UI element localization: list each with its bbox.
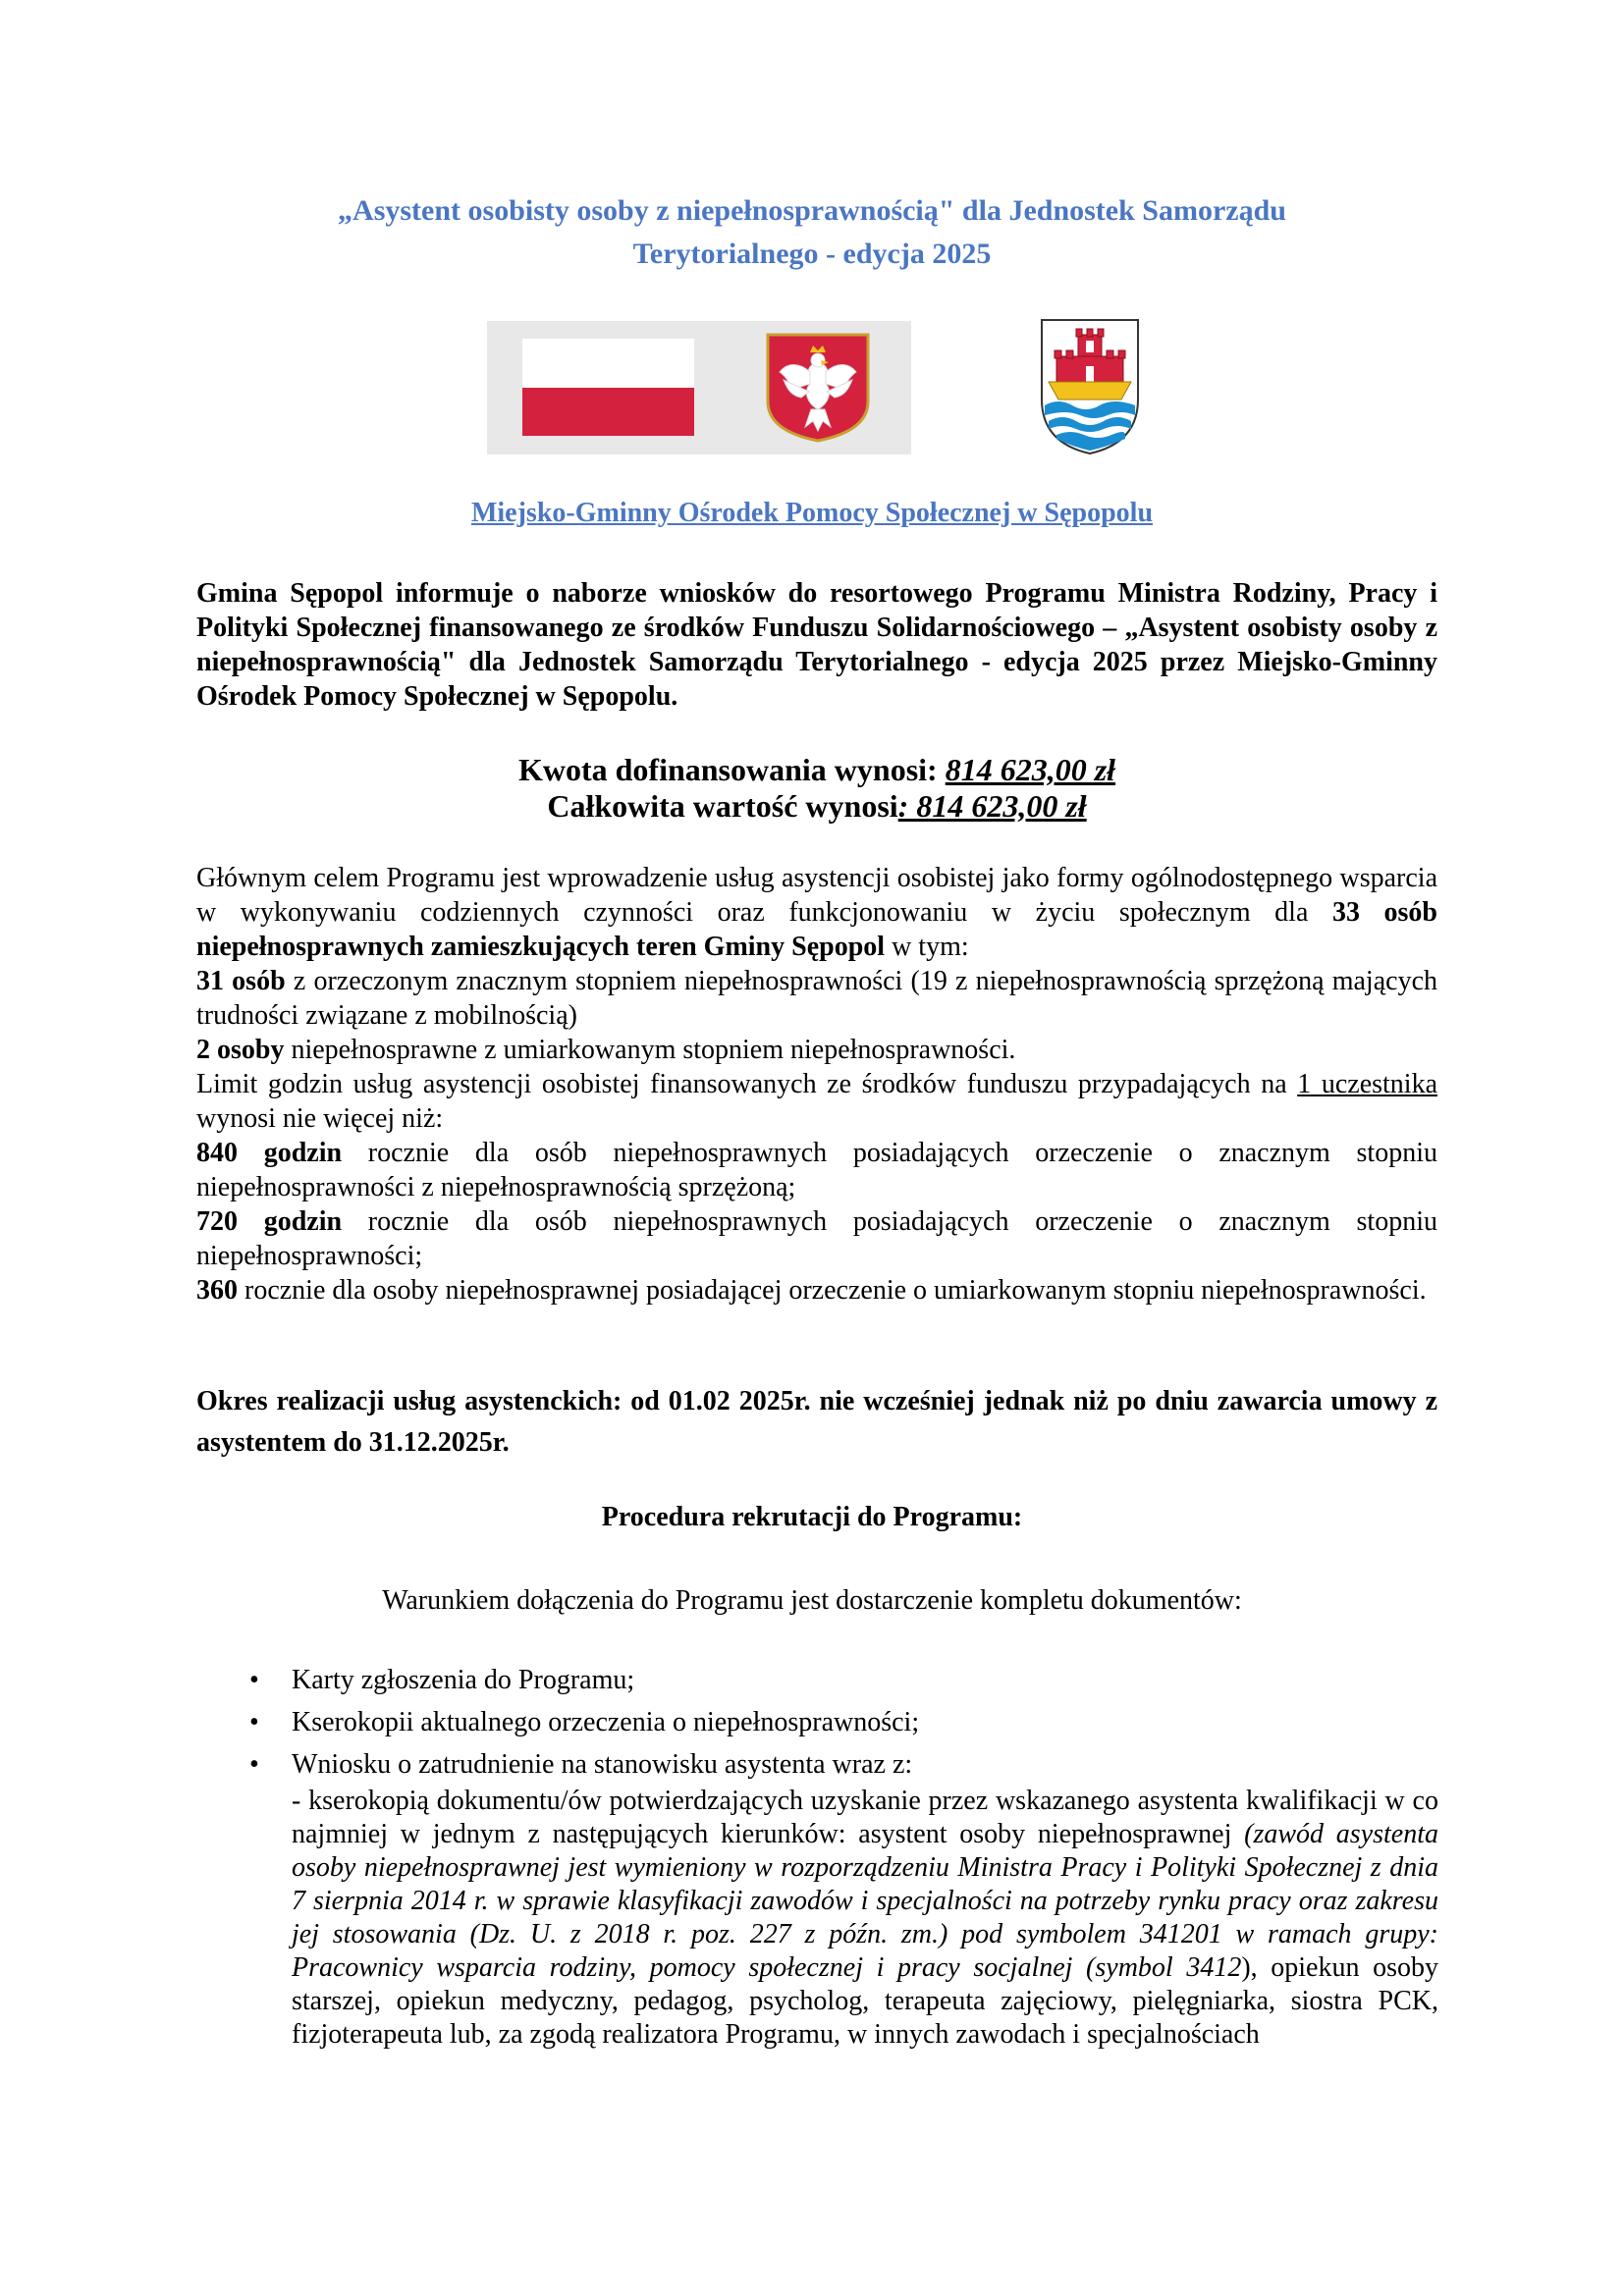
list-item: • Karty zgłoszenia do Programu; bbox=[249, 1665, 635, 1695]
document-title bbox=[196, 189, 1428, 276]
realization-period: Okres realizacji usług asystenckich: od 01.02 2025r. nie wcześniej jednak niż po dniu zawarcia umowy z asystentem do 31.12.2025r. bbox=[196, 1386, 1437, 1458]
total-value-label: Całkowita wartość wynosi bbox=[547, 788, 898, 824]
sepopol-coat-of-arms-icon bbox=[1039, 317, 1141, 456]
condition-text: Warunkiem dołączenia do Programu jest dostarczenie kompletu dokumentów: bbox=[382, 1585, 1242, 1616]
hours-360-paragraph: 360 rocznie dla osoby niepełnosprawnej posiadającej orzeczenie o umiarkowanym stopniu niepełnosprawności. bbox=[196, 1275, 1427, 1306]
group-31-paragraph: 31 osób z orzeczonym znacznym stopniem niepełnosprawności (19 z niepełnosprawnością sprzężoną mających trudności związane z mobilnością) bbox=[196, 966, 1437, 1031]
total-value bbox=[196, 788, 1437, 825]
hours-720-paragraph: 720 godzin rocznie dla osób niepełnosprawnych posiadających orzeczenie o znacznym stopniu niepełnosprawności; bbox=[196, 1206, 1437, 1271]
goal-paragraph: Głównym celem Programu jest wprowadzenie usług asystencji osobistej jako formy ogólnodostępnego wsparcia w wykonywaniu codziennych czynności oraz funkcjonowaniu w życiu społecznym dla 33 osób niepełnosprawnych zamieszkujących teren Gminy Sępopol w tym: bbox=[196, 863, 1438, 962]
hours-840-paragraph: 840 godzin rocznie dla osób niepełnosprawnych posiadających orzeczenie o znacznym stopniu niepełnosprawności z niepełnosprawnością sprzężoną; bbox=[196, 1138, 1437, 1202]
national-symbols-banner bbox=[487, 321, 911, 454]
bullet-icon: • bbox=[249, 1749, 259, 1780]
total-value-value: : 814 623,00 zł bbox=[897, 788, 1087, 824]
polish-flag-icon bbox=[522, 339, 694, 436]
bullet-icon: • bbox=[249, 1707, 259, 1737]
polish-eagle-emblem-icon bbox=[764, 333, 872, 443]
documents-list bbox=[249, 1663, 1437, 1789]
program-description bbox=[196, 861, 1437, 1308]
list-item: • Kserokopii aktualnego orzeczenia o niepełnosprawności; bbox=[249, 1707, 920, 1737]
funding-amount bbox=[196, 752, 1437, 788]
title-line-2: Terytorialnego - edycja 2025 bbox=[632, 238, 992, 270]
funding-amount-value: 814 623,00 zł bbox=[945, 752, 1116, 787]
organization-name: Miejsko-Gminny Ośrodek Pomocy Społecznej w Sępopolu bbox=[470, 498, 1154, 528]
title-line-1: „Asystent osobisty osoby z niepełnosprawnością" dla Jednostek Samorządu bbox=[338, 194, 1286, 227]
group-2-paragraph: 2 osoby niepełnosprawne z umiarkowanym stopniem niepełnosprawności. bbox=[196, 1035, 1016, 1065]
list-item: • Wniosku o zatrudnienie na stanowisku asystenta wraz z: bbox=[249, 1749, 913, 1780]
procedure-heading: Procedura rekrutacji do Programu: bbox=[601, 1502, 1023, 1532]
qualifications-paragraph: - kserokopią dokumentu/ów potwierdzających uzyskanie przez wskazanego asystenta kwalifikacji w co najmniej w jednym z następujących kierunków: asystent osoby niepełnosprawnej (zawód asystenta osoby niepełnosprawnej jest wymieniony w rozporządzeniu Ministra Pracy i Polityki Społecznej z dnia 7 sierpnia 2014 r. w sprawie klasyfikacji zawodów i specjalności na potrzeby rynku pracy oraz zakresu jej stosowania (Dz. U. z 2018 r. poz. 227 z późn. zm.) pod symbolem 341201 w ramach grupy: Pracownicy wsparcia rodziny, pomocy społecznej i pracy socjalnej (symbol 3412), opiekun osoby starszej, opiekun medyczny, pedagog, psycholog, terapeuta zajęciowy, pielęgniarka, siostra PCK, fizjoterapeuta lub, za zgodą realizatora Programu, w innych zawodach i specjalnościach bbox=[292, 1786, 1439, 2050]
bullet-icon: • bbox=[249, 1665, 259, 1695]
intro-paragraph: Gmina Sępopol informuje o naborze wniosków do resortowego Programu Ministra Rodziny, Pracy i Polityki Społecznej finansowanego ze środków Funduszu Solidarnościowego – „Asystent osobisty osoby z niepełnosprawnością" dla Jednostek Samorządu Terytorialnego - edycja 2025 przez Miejsko-Gminny Ośrodek Pomocy Społecznej w Sępopolu. bbox=[196, 578, 1437, 712]
funding-amount-label: Kwota dofinansowania wynosi: bbox=[517, 752, 946, 787]
limit-paragraph: Limit godzin usług asystencji osobistej finansowanych ze środków funduszu przypadających na 1 uczestnika wynosi nie więcej niż: bbox=[196, 1069, 1438, 1134]
